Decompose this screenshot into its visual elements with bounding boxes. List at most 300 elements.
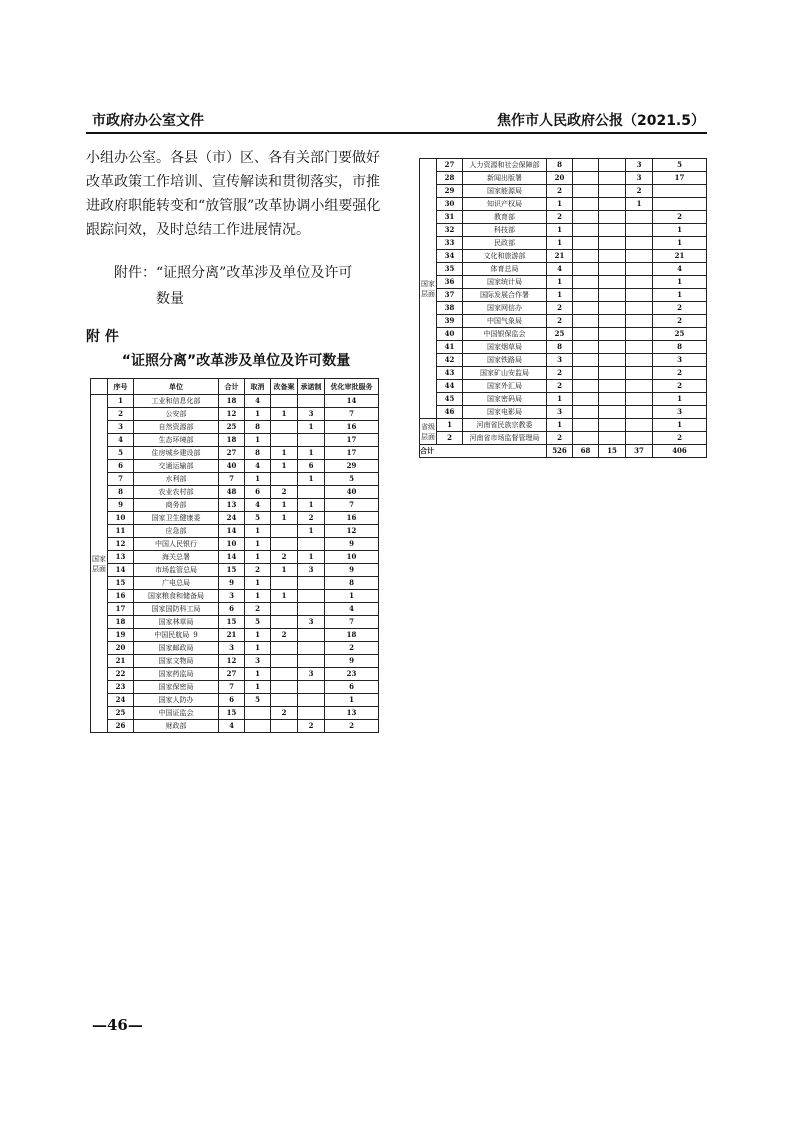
cell-index: 19 xyxy=(108,629,134,642)
cell-index: 41 xyxy=(437,341,463,354)
cell-commitment: 3 xyxy=(298,408,325,421)
cell-index: 44 xyxy=(437,380,463,393)
cell-cancel xyxy=(573,159,599,172)
cell-cancel: 8 xyxy=(245,421,271,434)
cell-index: 1 xyxy=(437,419,463,432)
cell-optimize: 4 xyxy=(325,603,379,616)
table-row xyxy=(420,380,707,393)
cell-unit: 农业农村部 xyxy=(134,486,219,499)
table-row xyxy=(91,538,379,551)
cell-total: 21 xyxy=(219,629,245,642)
cell-commitment xyxy=(626,276,653,289)
cell-total: 12 xyxy=(219,655,245,668)
cell-unit: 国家粮食和储备局 xyxy=(134,590,219,603)
cell-total: 21 xyxy=(547,250,573,263)
cell-filing xyxy=(271,720,298,733)
cell-cancel xyxy=(573,185,599,198)
table-row xyxy=(420,302,707,315)
cell-total: 1 xyxy=(547,393,573,406)
cell-index: 7 xyxy=(108,473,134,486)
cell-optimize: 12 xyxy=(325,525,379,538)
total-value-cell: 37 xyxy=(626,445,653,458)
cell-unit: 广电总局 xyxy=(134,577,219,590)
cell-commitment xyxy=(626,289,653,302)
cell-optimize: 17 xyxy=(325,434,379,447)
cell-total: 18 xyxy=(219,395,245,408)
table-row xyxy=(420,315,707,328)
cell-unit: 国家邮政局 xyxy=(134,642,219,655)
cell-total: 1 xyxy=(547,276,573,289)
header-cell-cancel: 取消 xyxy=(245,379,271,395)
cell-total: 24 xyxy=(219,512,245,525)
total-value-cell: 526 xyxy=(547,445,573,458)
cell-cancel xyxy=(573,432,599,445)
cell-index: 33 xyxy=(437,237,463,250)
cell-commitment: 1 xyxy=(298,473,325,486)
cell-total: 8 xyxy=(547,341,573,354)
cell-index: 38 xyxy=(437,302,463,315)
cell-total: 20 xyxy=(547,172,573,185)
cell-total: 25 xyxy=(219,421,245,434)
cell-optimize: 10 xyxy=(325,551,379,564)
level-cell-national: 国家层面 xyxy=(91,395,108,733)
cell-index: 21 xyxy=(108,655,134,668)
cell-filing xyxy=(271,421,298,434)
table-row xyxy=(91,681,379,694)
cell-optimize: 25 xyxy=(653,328,707,341)
cell-filing xyxy=(271,681,298,694)
cell-cancel xyxy=(573,302,599,315)
cell-cancel: 4 xyxy=(245,395,271,408)
table-row xyxy=(420,367,707,380)
cell-unit: 交通运输部 xyxy=(134,460,219,473)
cell-total: 27 xyxy=(219,447,245,460)
cell-optimize: 3 xyxy=(653,406,707,419)
total-label-cell: 合计 xyxy=(420,445,547,458)
cell-index: 11 xyxy=(108,525,134,538)
cell-cancel: 1 xyxy=(245,434,271,447)
cell-commitment: 1 xyxy=(626,198,653,211)
cell-unit: 国家矿山安监局 xyxy=(463,367,547,380)
cell-optimize: 6 xyxy=(325,681,379,694)
cell-unit: 海关总署 xyxy=(134,551,219,564)
cell-filing: 2 xyxy=(271,629,298,642)
table-row xyxy=(420,419,707,432)
cell-total: 48 xyxy=(219,486,245,499)
header-cell-level xyxy=(91,379,108,395)
table-row xyxy=(420,432,707,445)
cell-index: 16 xyxy=(108,590,134,603)
cell-index: 13 xyxy=(108,551,134,564)
cell-optimize: 4 xyxy=(653,263,707,276)
cell-filing xyxy=(599,224,626,237)
table-row xyxy=(91,473,379,486)
cell-optimize: 1 xyxy=(653,237,707,250)
cell-filing xyxy=(599,354,626,367)
cell-optimize: 3 xyxy=(653,354,707,367)
cell-commitment: 1 xyxy=(298,551,325,564)
cell-optimize: 2 xyxy=(653,211,707,224)
cell-unit: 国家国防科工局 xyxy=(134,603,219,616)
cell-cancel xyxy=(573,276,599,289)
cell-cancel xyxy=(573,263,599,276)
cell-unit: 体育总局 xyxy=(463,263,547,276)
cell-filing xyxy=(271,642,298,655)
cell-cancel: 1 xyxy=(245,525,271,538)
cell-cancel xyxy=(245,707,271,720)
cell-commitment: 1 xyxy=(298,525,325,538)
cell-commitment xyxy=(298,590,325,603)
cell-total: 2 xyxy=(547,315,573,328)
cell-unit: 民政部 xyxy=(463,237,547,250)
cell-index: 43 xyxy=(437,367,463,380)
table-row xyxy=(91,447,379,460)
header-cell-unit: 单位 xyxy=(134,379,219,395)
cell-total: 15 xyxy=(219,707,245,720)
table-row xyxy=(91,499,379,512)
cell-unit: 文化和旅游部 xyxy=(463,250,547,263)
cell-cancel xyxy=(573,419,599,432)
cell-commitment xyxy=(298,486,325,499)
cell-optimize: 5 xyxy=(325,473,379,486)
header-cell-filing: 改备案 xyxy=(271,379,298,395)
cell-optimize: 1 xyxy=(653,289,707,302)
cell-filing: 1 xyxy=(271,447,298,460)
cell-total: 4 xyxy=(547,263,573,276)
cell-total: 9 xyxy=(219,577,245,590)
cell-commitment xyxy=(626,419,653,432)
table-row xyxy=(91,525,379,538)
cell-total: 6 xyxy=(219,603,245,616)
total-value-cell: 406 xyxy=(653,445,707,458)
cell-filing xyxy=(599,328,626,341)
cell-index: 28 xyxy=(437,172,463,185)
header-divider xyxy=(86,132,707,134)
cell-cancel xyxy=(573,406,599,419)
cell-unit: 中国人民银行 xyxy=(134,538,219,551)
cell-unit: 财政部 xyxy=(134,720,219,733)
cell-total: 10 xyxy=(219,538,245,551)
cell-optimize: 7 xyxy=(325,499,379,512)
cell-commitment xyxy=(626,432,653,445)
cell-filing xyxy=(599,393,626,406)
table-header-row xyxy=(91,379,379,395)
cell-unit: 公安部 xyxy=(134,408,219,421)
cell-index: 29 xyxy=(437,185,463,198)
cell-filing xyxy=(271,603,298,616)
cell-filing xyxy=(271,538,298,551)
table-title: “证照分离”改革涉及单位及许可数量 xyxy=(121,353,351,369)
attachment-label: 附 件 xyxy=(86,329,119,345)
cell-optimize: 2 xyxy=(653,315,707,328)
cell-index: 26 xyxy=(108,720,134,733)
cell-filing xyxy=(271,434,298,447)
cell-index: 3 xyxy=(108,421,134,434)
cell-optimize: 5 xyxy=(653,159,707,172)
cell-commitment xyxy=(298,681,325,694)
cell-unit: 国家网信办 xyxy=(463,302,547,315)
cell-commitment: 3 xyxy=(626,172,653,185)
cell-filing xyxy=(599,419,626,432)
cell-total: 40 xyxy=(219,460,245,473)
cell-filing xyxy=(599,185,626,198)
cell-unit: 国家烟草局 xyxy=(463,341,547,354)
cell-commitment xyxy=(298,707,325,720)
cell-index: 24 xyxy=(108,694,134,707)
cell-total: 3 xyxy=(547,354,573,367)
cell-filing xyxy=(599,289,626,302)
cell-index: 39 xyxy=(437,315,463,328)
cell-cancel xyxy=(573,224,599,237)
table-row xyxy=(91,629,379,642)
table-row xyxy=(91,590,379,603)
cell-filing xyxy=(599,380,626,393)
cell-commitment xyxy=(298,694,325,707)
table-row xyxy=(420,276,707,289)
table-row xyxy=(91,720,379,733)
cell-index: 35 xyxy=(437,263,463,276)
cell-commitment: 2 xyxy=(298,720,325,733)
cell-commitment xyxy=(626,380,653,393)
cell-filing: 1 xyxy=(271,460,298,473)
cell-commitment xyxy=(626,367,653,380)
cell-optimize: 2 xyxy=(653,302,707,315)
cell-optimize: 7 xyxy=(325,408,379,421)
cell-optimize: 8 xyxy=(325,577,379,590)
cell-commitment: 6 xyxy=(298,460,325,473)
header-section-title: 市政府办公室文件 xyxy=(92,113,204,129)
cell-total: 1 xyxy=(547,237,573,250)
stray-mark: 9 xyxy=(193,631,198,639)
cell-cancel xyxy=(573,315,599,328)
page-number: —46— xyxy=(92,1016,143,1034)
cell-index: 45 xyxy=(437,393,463,406)
cell-filing xyxy=(271,473,298,486)
cell-unit: 河南省市场监督管理局 xyxy=(463,432,547,445)
cell-total: 14 xyxy=(219,551,245,564)
cell-cancel: 2 xyxy=(245,603,271,616)
cell-index: 5 xyxy=(108,447,134,460)
cell-unit: 人力资源和社会保障部 xyxy=(463,159,547,172)
cell-optimize: 9 xyxy=(325,655,379,668)
cell-total: 14 xyxy=(219,525,245,538)
cell-commitment xyxy=(626,237,653,250)
cell-total: 4 xyxy=(219,720,245,733)
cell-filing xyxy=(271,655,298,668)
cell-optimize: 9 xyxy=(325,564,379,577)
cell-optimize: 1 xyxy=(653,224,707,237)
table-row xyxy=(91,551,379,564)
cell-filing xyxy=(599,302,626,315)
cell-filing: 2 xyxy=(271,486,298,499)
cell-filing xyxy=(599,237,626,250)
cell-cancel xyxy=(573,393,599,406)
cell-cancel: 1 xyxy=(245,473,271,486)
cell-commitment: 3 xyxy=(298,564,325,577)
cell-filing xyxy=(599,276,626,289)
table-row xyxy=(420,159,707,172)
cell-optimize: 29 xyxy=(325,460,379,473)
cell-commitment xyxy=(626,341,653,354)
cell-index: 34 xyxy=(437,250,463,263)
table-row xyxy=(420,237,707,250)
cell-filing xyxy=(599,211,626,224)
cell-filing: 2 xyxy=(271,707,298,720)
cell-commitment: 2 xyxy=(626,185,653,198)
cell-optimize: 1 xyxy=(653,419,707,432)
header-publication-title: 焦作市人民政府公报（2021.5） xyxy=(496,113,705,129)
body-paragraph: 小组办公室。各县（市）区、各有关部门要做好改革政策工作培训、宣传解读和贯彻落实，市推进政府职能转变和“放管服”改革协调小组要强化跟踪问效，及时总结工作进展情况。 xyxy=(86,150,381,238)
table-row xyxy=(420,185,707,198)
table-row xyxy=(91,395,379,408)
table-row xyxy=(91,603,379,616)
cell-index: 27 xyxy=(437,159,463,172)
cell-cancel: 3 xyxy=(245,655,271,668)
cell-cancel: 6 xyxy=(245,486,271,499)
cell-index: 4 xyxy=(108,434,134,447)
cell-index: 6 xyxy=(108,460,134,473)
cell-cancel: 1 xyxy=(245,408,271,421)
cell-filing: 1 xyxy=(271,590,298,603)
cell-total: 15 xyxy=(219,616,245,629)
table-row xyxy=(420,406,707,419)
cell-index: 37 xyxy=(437,289,463,302)
cell-cancel xyxy=(573,380,599,393)
cell-total: 6 xyxy=(219,694,245,707)
cell-filing xyxy=(599,406,626,419)
cell-commitment xyxy=(298,434,325,447)
cell-unit: 市场监管总局 xyxy=(134,564,219,577)
cell-commitment xyxy=(298,655,325,668)
cell-commitment: 1 xyxy=(298,421,325,434)
cell-unit: 国家药监局 xyxy=(134,668,219,681)
cell-unit: 国家文物局 xyxy=(134,655,219,668)
cell-filing: 1 xyxy=(271,512,298,525)
cell-total: 25 xyxy=(547,328,573,341)
cell-cancel: 1 xyxy=(245,577,271,590)
cell-unit: 新闻出版署 xyxy=(463,172,547,185)
cell-commitment xyxy=(626,211,653,224)
cell-filing xyxy=(271,668,298,681)
table-row xyxy=(420,250,707,263)
header-cell-commitment: 承诺制 xyxy=(298,379,325,395)
cell-unit: 应急部 xyxy=(134,525,219,538)
table-row xyxy=(91,434,379,447)
table-row xyxy=(91,694,379,707)
cell-index: 18 xyxy=(108,616,134,629)
cell-commitment xyxy=(626,354,653,367)
cell-cancel: 1 xyxy=(245,629,271,642)
cell-unit: 知识产权局 xyxy=(463,198,547,211)
cell-total: 8 xyxy=(547,159,573,172)
cell-index: 17 xyxy=(108,603,134,616)
cell-optimize: 16 xyxy=(325,421,379,434)
table-row xyxy=(91,460,379,473)
table-row xyxy=(420,289,707,302)
attachment-line-second: 数量 xyxy=(156,291,184,307)
cell-cancel: 5 xyxy=(245,512,271,525)
cell-index: 12 xyxy=(108,538,134,551)
cell-optimize: 2 xyxy=(325,720,379,733)
cell-unit: 水利部 xyxy=(134,473,219,486)
cell-filing xyxy=(599,198,626,211)
cell-total: 7 xyxy=(219,473,245,486)
cell-filing xyxy=(599,341,626,354)
table-row xyxy=(420,211,707,224)
cell-optimize: 13 xyxy=(325,707,379,720)
cell-cancel xyxy=(573,172,599,185)
cell-commitment xyxy=(626,263,653,276)
table-total-row xyxy=(420,445,707,458)
table-row xyxy=(420,172,707,185)
cell-cancel xyxy=(573,328,599,341)
cell-commitment xyxy=(626,224,653,237)
cell-optimize: 23 xyxy=(325,668,379,681)
cell-optimize: 8 xyxy=(653,341,707,354)
table-row xyxy=(91,616,379,629)
cell-commitment: 1 xyxy=(298,447,325,460)
cell-total: 2 xyxy=(547,302,573,315)
cell-commitment xyxy=(298,642,325,655)
cell-optimize: 2 xyxy=(653,432,707,445)
cell-index: 36 xyxy=(437,276,463,289)
cell-filing: 1 xyxy=(271,499,298,512)
cell-cancel xyxy=(573,237,599,250)
cell-filing xyxy=(271,616,298,629)
cell-optimize: 1 xyxy=(325,694,379,707)
cell-cancel: 5 xyxy=(245,694,271,707)
cell-unit: 中国银保监会 xyxy=(463,328,547,341)
cell-commitment xyxy=(626,328,653,341)
cell-total: 2 xyxy=(547,211,573,224)
cell-filing xyxy=(271,395,298,408)
cell-cancel xyxy=(573,289,599,302)
table-row xyxy=(91,642,379,655)
cell-total: 2 xyxy=(547,432,573,445)
cell-commitment xyxy=(298,538,325,551)
cell-total: 3 xyxy=(547,406,573,419)
table-row xyxy=(420,224,707,237)
cell-optimize: 1 xyxy=(653,276,707,289)
cell-optimize: 1 xyxy=(653,393,707,406)
header-cell-index: 序号 xyxy=(108,379,134,395)
cell-unit: 国家能源局 xyxy=(463,185,547,198)
cell-cancel: 1 xyxy=(245,681,271,694)
cell-unit: 国家林草局 xyxy=(134,616,219,629)
cell-optimize: 2 xyxy=(325,642,379,655)
cell-commitment: 1 xyxy=(298,499,325,512)
cell-unit: 国家人防办 xyxy=(134,694,219,707)
cell-index: 10 xyxy=(108,512,134,525)
cell-index: 32 xyxy=(437,224,463,237)
cell-total: 12 xyxy=(219,408,245,421)
cell-unit: 工业和信息化部 xyxy=(134,395,219,408)
cell-optimize: 2 xyxy=(653,380,707,393)
level-cell-national: 国家层面 xyxy=(420,159,437,419)
unit-cell-wrapper xyxy=(154,631,197,639)
table-row xyxy=(420,393,707,406)
cell-commitment xyxy=(626,302,653,315)
cell-cancel: 2 xyxy=(245,564,271,577)
table-row xyxy=(91,486,379,499)
cell-index: 20 xyxy=(108,642,134,655)
cell-total: 2 xyxy=(547,185,573,198)
cell-filing xyxy=(599,315,626,328)
cell-optimize: 21 xyxy=(653,250,707,263)
cell-index: 40 xyxy=(437,328,463,341)
cell-cancel xyxy=(245,720,271,733)
cell-cancel: 1 xyxy=(245,551,271,564)
